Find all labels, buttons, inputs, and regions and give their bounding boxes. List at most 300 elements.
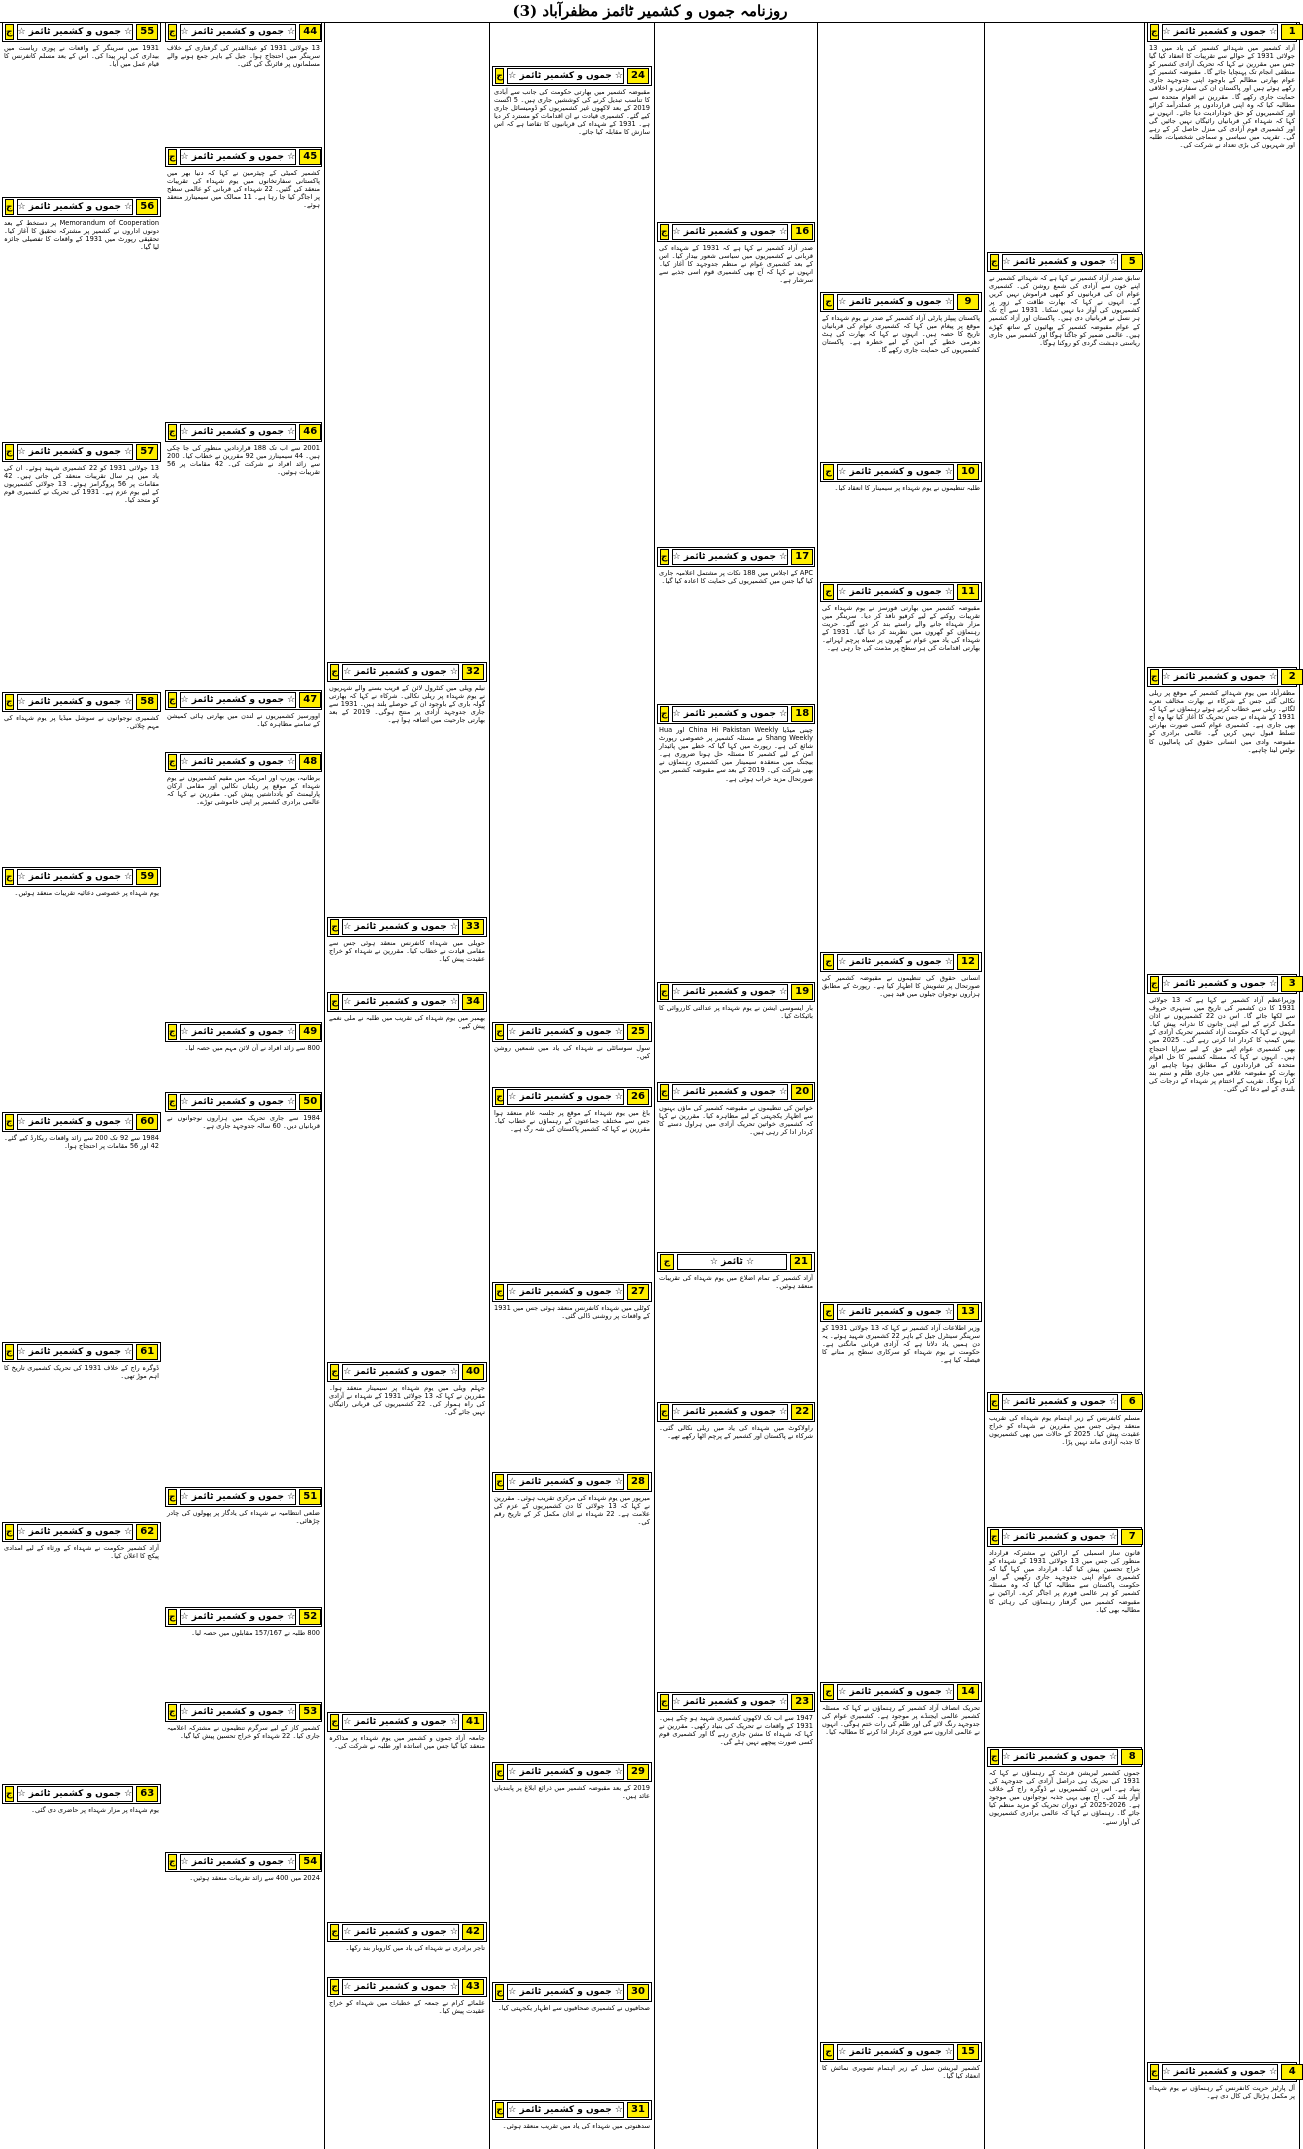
newspaper-logo-icon: ج — [5, 869, 14, 885]
news-item-number: 29 — [627, 1764, 649, 1780]
news-item — [987, 1392, 1142, 1523]
news-item-number: 50 — [299, 1094, 321, 1110]
news-item-header — [2, 197, 161, 217]
newspaper-page — [0, 22, 1300, 2149]
news-item-label: ☆ جموں و کشمیر ٹائمز ☆ — [1162, 2064, 1279, 2080]
news-item-number: 42 — [462, 1924, 484, 1940]
news-item-header — [657, 1692, 815, 1712]
news-item — [492, 1022, 652, 1083]
news-item-text: کشمیر کمیٹی کے چیئرمین نے کہا کہ دنیا بھر میں پاکستانی سفارتخانوں میں یوم شہداء کی تقریبات منعقد کی گئیں۔ 22 شہداء کی قربانی کو عالمی سطح پر اجاگر کیا جا رہا ہے۔ 11 ممالک میں سیمینارز منعقد ہوئے۔ — [167, 169, 320, 210]
news-item — [165, 422, 322, 686]
news-item-header — [492, 1282, 652, 1302]
news-item-number: 56 — [136, 199, 158, 215]
newspaper-logo-icon: ج — [495, 68, 504, 84]
newspaper-logo-icon: ج — [495, 1284, 504, 1300]
news-item-text: آزاد کشمیر حکومت نے شہداء کے ورثاء کے لیے امدادی پیکج کا اعلان کیا۔ — [4, 1544, 159, 1561]
news-item-label: ☆ جموں و کشمیر ٹائمز ☆ — [342, 994, 459, 1010]
news-item-number: 26 — [627, 1089, 649, 1105]
news-item-label: ☆ جموں و کشمیر ٹائمز ☆ — [507, 1764, 624, 1780]
news-item-text: تاجر برادری نے شہداء کی یاد میں کاروبار بند رکھا۔ — [345, 1944, 485, 1952]
news-item-number: 6 — [1121, 1394, 1143, 1410]
news-item-header — [492, 1762, 652, 1782]
newspaper-logo-icon: ج — [823, 294, 834, 310]
news-item — [165, 22, 322, 143]
news-item — [327, 1712, 487, 1918]
news-item-label: ☆ جموں و کشمیر ٹائمز ☆ — [17, 1786, 134, 1802]
news-item-text: بار ایسوسی ایشن نے یوم شہداء پر عدالتی کارروائی کا بائیکاٹ کیا۔ — [659, 1004, 813, 1021]
news-column — [163, 22, 325, 2149]
news-item-header — [327, 917, 487, 937]
news-item-text: برطانیہ، یورپ اور امریکہ میں مقیم کشمیریوں نے یوم شہداء کے موقع پر ریلیاں نکالیں اور مقامی ارکان پارلیمنٹ کو یادداشتیں پیش کیں۔ مقررین نے کہا کہ عالمی برادری کشمیر پر اپنی خاموشی توڑے۔ — [167, 774, 320, 807]
news-item-header — [327, 1712, 487, 1732]
news-item-text: 1984 سے جاری تحریک میں ہزاروں نوجوانوں نے قربانیاں دیں۔ 60 سالہ جدوجہد جاری ہے۔ — [167, 1114, 320, 1131]
news-item-text: مظفرآباد میں یوم شہدائے کشمیر کے موقع پر ریلی نکالی گئی جس کے شرکاء نے بھارت مخالف نعرے لگائے۔ ریلی سے خطاب کرتے ہوئے رہنماؤں نے کہا کہ 1931 کے شہداء نے جس تحریک کا آغاز کیا تھا وہ آج بھی جاری ہے۔ کشمیری عوام کسی صورت بھارتی تسلط قبول نہیں کریں گے۔ عالمی برادری کو مقبوضہ وادی میں انسانی حقوق کی پامالیوں کا نوٹس لینا چاہیے۔ — [1149, 689, 1295, 754]
news-item-text: چینی میڈیا China Hi Pakistan Weekly اور Hua Shang Weekly نے مسئلہ کشمیر پر خصوصی رپورٹ شائع کی ہے۔ رپورٹ میں کہا گیا کہ خطے میں پائیدار امن کے لیے کشمیر کا مسئلہ حل ہونا ضروری ہے۔ بیجنگ میں منعقدہ سیمینار میں کشمیری رہنماؤں نے بھی شرکت کی۔ 2019 کے بعد سے مقبوضہ کشمیر میں صورتحال مزید خراب ہوئی ہے۔ — [659, 726, 813, 783]
news-item-number: 14 — [957, 1684, 979, 1700]
news-item-label: ☆ جموں و کشمیر ٹائمز ☆ — [837, 464, 954, 480]
news-item-header — [165, 1607, 322, 1627]
news-item — [657, 1692, 815, 2147]
news-item-label: ☆ جموں و کشمیر ٹائمز ☆ — [1002, 1529, 1119, 1545]
news-item-label: ☆ جموں و کشمیر ٹائمز ☆ — [180, 1854, 297, 1870]
news-item — [327, 662, 487, 913]
news-item-header — [657, 1252, 815, 1272]
news-item-text: کشمیر لبریشن سیل کے زیر اہتمام تصویری نمائش کا انعقاد کیا گیا۔ — [822, 2064, 980, 2081]
news-item-number: 61 — [136, 1344, 158, 1360]
news-item-text: کشمیر کاز کے لیے سرگرم تنظیموں نے مشترکہ اعلامیہ جاری کیا۔ 22 شہداء کو خراج تحسین پیش کیا گیا۔ — [167, 1724, 320, 1741]
news-item — [820, 582, 982, 948]
news-item-text: 800 سے زائد افراد نے آن لائن مہم میں حصہ لیا۔ — [184, 1044, 320, 1052]
news-item — [492, 1982, 652, 2096]
news-item-number: 8 — [1121, 1749, 1143, 1765]
news-item-header — [1147, 667, 1297, 687]
news-item-label: ☆ جموں و کشمیر ٹائمز ☆ — [180, 424, 297, 440]
news-item — [987, 1747, 1142, 2147]
newspaper-logo-icon: ج — [5, 1114, 14, 1130]
newspaper-logo-icon: ج — [1150, 24, 1159, 40]
news-item-header — [327, 1922, 487, 1942]
news-item-text: آزاد کشمیر میں شہدائے کشمیر کی یاد میں 13 جولائی 1931 کے حوالے سے تقریبات کا انعقاد کیا گیا جس میں مقررین نے کہا کہ تحریک آزادی کشمیر کو منطقی انجام تک پہنچایا جائے گا۔ مقبوضہ کشمیر کے عوام بھارتی مظالم کے باوجود اپنی جدوجہد جاری رکھے ہوئے ہیں اور پاکستان ان کی سفارتی و اخلاقی حمایت جاری رکھے گا۔ مقررین نے اقوام متحدہ سے مطالبہ کیا کہ وہ اپنی قراردادوں پر عملدرآمد کرائے اور کشمیریوں کو حق خودارادیت دیا جائے۔ انہوں نے کہا کہ شہداء کی قربانیاں رائیگاں نہیں جائیں گی اور کشمیری قوم آزادی کی منزل حاصل کر کے رہے گی۔ تقریب میں سیاسی و سماجی شخصیات، طلبہ اور شہریوں کی بڑی تعداد نے شرکت کی۔ — [1149, 44, 1295, 150]
news-item-text: جموں کشمیر لبریشن فرنٹ کے رہنماؤں نے کہا کہ 1931 کی تحریک ہی دراصل آزادی کی جدوجہد کی بنیاد ہے۔ اس دن کشمیریوں نے ڈوگرہ راج کے خلاف آواز بلند کی۔ آج بھی یہی جذبہ نوجوانوں میں موجود ہے۔ 2026-2025 کے دوران تحریک کو مزید منظم کیا جائے گا۔ رہنماؤں نے کہا کہ عالمی برادری کشمیریوں کی آواز سنے۔ — [989, 1769, 1141, 1826]
news-item-label: ☆ جموں و کشمیر ٹائمز ☆ — [1162, 24, 1279, 40]
news-item — [987, 252, 1142, 1388]
newspaper-logo-icon: ج — [168, 1489, 177, 1505]
news-item-header — [2, 1112, 161, 1132]
news-item-text: مقبوضہ کشمیر میں بھارتی حکومت کی جانب سے آبادی کا تناسب تبدیل کرنے کی کوششیں جاری ہیں۔ 5 اگست 2019 کے بعد لاکھوں غیر کشمیریوں کو ڈومیسائل جاری کیے گئے۔ کشمیری قیادت نے ان اقدامات کو مسترد کر دیا ہے۔ 1931 کے شہداء کی قربانیوں کا تقاضا ہے کہ اس سازش کا مقابلہ کیا جائے۔ — [494, 88, 651, 137]
news-item-label: ☆ جموں و کشمیر ٹائمز ☆ — [17, 24, 134, 40]
newspaper-logo-icon: ج — [168, 692, 177, 708]
newspaper-logo-icon: ج — [660, 706, 669, 722]
news-item-header — [820, 952, 982, 972]
news-item-number: 40 — [462, 1364, 484, 1380]
news-item-header — [492, 1982, 652, 2002]
news-item — [165, 1607, 322, 1698]
news-item-label: ☆ جموں و کشمیر ٹائمز ☆ — [507, 1024, 624, 1040]
news-item-label: ☆ جموں و کشمیر ٹائمز ☆ — [672, 1084, 789, 1100]
news-item-label: ☆ جموں و کشمیر ٹائمز ☆ — [1002, 254, 1119, 270]
news-item-label: ☆ جموں و کشمیر ٹائمز ☆ — [17, 869, 134, 885]
news-item-label: ☆ جموں و کشمیر ٹائمز ☆ — [17, 1524, 134, 1540]
news-item-text: 1984 سے 92 تک 200 سے زائد واقعات ریکارڈ کیے گئے۔ 42 اور 56 مقامات پر احتجاج ہوا۔ — [4, 1134, 159, 1151]
newspaper-logo-icon: ج — [168, 1094, 177, 1110]
news-item-label: ☆ جموں و کشمیر ٹائمز ☆ — [180, 1094, 297, 1110]
news-item-label: ☆ جموں و کشمیر ٹائمز ☆ — [1002, 1749, 1119, 1765]
news-item-number: 9 — [957, 294, 979, 310]
news-item-number: 5 — [1121, 254, 1143, 270]
news-item-number: 30 — [627, 1984, 649, 2000]
news-item-label: ☆ جموں و کشمیر ٹائمز ☆ — [507, 1089, 624, 1105]
newspaper-masthead: روزنامہ جموں و کشمیر ٹائمز مظفرآباد (3) — [0, 0, 1300, 23]
news-item-number: 11 — [957, 584, 979, 600]
news-item-number: 22 — [791, 1404, 813, 1420]
news-item — [987, 1527, 1142, 1743]
news-item-number: 53 — [299, 1704, 321, 1720]
news-item-number: 12 — [957, 954, 979, 970]
newspaper-logo-icon: ج — [330, 1364, 339, 1380]
newspaper-logo-icon: ج — [660, 1254, 674, 1270]
news-item-text: وزیر اطلاعات آزاد کشمیر نے کہا کہ 13 جولائی 1931 کو سرینگر سینٹرل جیل کے باہر 22 کشمیری شہید ہوئے۔ یہ دن ہمیں یاد دلاتا ہے کہ آزادی قربانی مانگتی ہے۔ حکومت نے یوم شہداء کو سرکاری سطح پر منانے کا فیصلہ کیا ہے۔ — [822, 1324, 980, 1365]
news-item-header — [492, 66, 652, 86]
news-item — [2, 1112, 161, 1338]
news-item-header — [820, 1682, 982, 1702]
news-item — [820, 462, 982, 578]
newspaper-logo-icon: ج — [495, 1764, 504, 1780]
news-item — [165, 1702, 322, 1848]
news-item — [2, 1784, 161, 2147]
news-item-number: 20 — [791, 1084, 813, 1100]
news-column — [655, 22, 818, 2149]
news-item — [820, 2042, 982, 2147]
news-item — [492, 1762, 652, 1978]
news-item-text: یوم شہداء پر خصوصی دعائیہ تقریبات منعقد ہوئیں۔ — [14, 889, 159, 897]
newspaper-logo-icon: ج — [823, 584, 834, 600]
news-item-label: ☆ جموں و کشمیر ٹائمز ☆ — [342, 1924, 459, 1940]
news-item — [657, 1402, 815, 1688]
newspaper-logo-icon: ج — [495, 1024, 504, 1040]
news-item-label: ☆ جموں و کشمیر ٹائمز ☆ — [507, 68, 624, 84]
news-item-number: 34 — [462, 994, 484, 1010]
news-item-number: 59 — [136, 869, 158, 885]
news-item — [327, 917, 487, 988]
news-item-label: ☆ جموں و کشمیر ٹائمز ☆ — [17, 444, 134, 460]
news-item-label: ☆ جموں و کشمیر ٹائمز ☆ — [180, 754, 297, 770]
news-item-number: 49 — [299, 1024, 321, 1040]
news-item-label: ☆ جموں و کشمیر ٹائمز ☆ — [672, 984, 789, 1000]
newspaper-logo-icon: ج — [330, 1714, 339, 1730]
news-item — [492, 1282, 652, 1468]
newspaper-logo-icon: ج — [495, 2102, 504, 2118]
news-item-label: ☆ ٹائمز ☆ — [677, 1254, 787, 1270]
news-item-text: سابق صدر آزاد کشمیر نے کہا ہے کہ شہدائے کشمیر نے اپنے خون سے آزادی کی شمع روشن کی۔ کشمیری عوام ان کی قربانیوں کو کبھی فراموش نہیں کریں گے۔ انہوں نے کہا کہ بھارت طاقت کے زور پر کشمیریوں کی آواز دبا نہیں سکتا۔ 1931 سے آج تک ہر نسل نے قربانیاں دی ہیں۔ پاکستان اور آزاد کشمیر کے عوام مقبوضہ کشمیر کے بھائیوں کے ساتھ کھڑے ہیں۔ عالمی ضمیر کو جاگنا ہوگا اور کشمیر میں جاری ریاستی دہشت گردی کو روکنا ہوگا۔ — [989, 274, 1140, 347]
news-item-header — [327, 1977, 487, 1997]
news-item-number: 28 — [627, 1474, 649, 1490]
news-item — [657, 1252, 815, 1398]
news-column — [985, 22, 1145, 2149]
news-item-text: اوورسیز کشمیریوں نے لندن میں بھارتی ہائی کمیشن کے سامنے مظاہرہ کیا۔ — [167, 712, 320, 729]
news-item-label: ☆ جموں و کشمیر ٹائمز ☆ — [837, 1304, 954, 1320]
newspaper-logo-icon: ج — [168, 149, 177, 165]
news-item-text: 13 جولائی 1931 کو عبدالقدیر کی گرفتاری کے خلاف سرینگر میں احتجاج ہوا۔ جیل کے باہر جمع ہونے والے مسلمانوں پر فائرنگ کی گئی۔ — [167, 44, 320, 69]
news-item-number: 18 — [791, 706, 813, 722]
news-item-label: ☆ جموں و کشمیر ٹائمز ☆ — [17, 199, 134, 215]
news-item — [2, 1522, 161, 1780]
news-item-header — [165, 752, 322, 772]
newspaper-logo-icon: ج — [5, 444, 14, 460]
news-item-text: قانون ساز اسمبلی کے اراکین نے مشترکہ قرارداد منظور کی جس میں 13 جولائی 1931 کے شہداء کو خراج تحسین پیش کیا گیا۔ قرارداد میں کہا گیا کہ کشمیری عوام اپنی جدوجہد جاری رکھیں گے اور حکومت پاکستان سے مطالبہ کیا گیا کہ وہ مسئلہ کشمیر کو ہر عالمی فورم پر اجاگر کرے۔ اراکین نے مقبوضہ کشمیر میں گرفتار رہنماؤں کی رہائی کا مطالبہ بھی کیا۔ — [989, 1549, 1140, 1614]
news-item-text: 1931 میں سرینگر کے واقعات نے پوری ریاست میں بیداری کی لہر پیدا کی۔ اس کے بعد مسلم کانفرنس کا قیام عمل میں آیا۔ — [4, 44, 159, 69]
news-item — [327, 992, 487, 1358]
news-item-header — [987, 252, 1142, 272]
news-item-label: ☆ جموں و کشمیر ٹائمز ☆ — [672, 224, 789, 240]
newspaper-logo-icon: ج — [495, 1089, 504, 1105]
news-item — [492, 1472, 652, 1758]
news-item-header — [657, 982, 815, 1002]
news-item-number: 45 — [299, 149, 321, 165]
news-item-number: 44 — [299, 24, 321, 40]
news-item — [492, 2100, 652, 2147]
news-item-number: 4 — [1281, 2064, 1303, 2080]
newspaper-logo-icon: ج — [1150, 976, 1159, 992]
news-item-text: 13 جولائی 1931 کو 22 کشمیری شہید ہوئے۔ ان کی یاد میں ہر سال تقریبات منعقد کی جاتی ہیں۔ 42 مقامات پر 56 پروگرامز ہوئے۔ 13 جولائی کشمیریوں کے لیے یوم عزم ہے۔ 1931 کی تحریک نے کشمیری قوم کو متحد کیا۔ — [4, 464, 159, 505]
news-item-header — [657, 1402, 815, 1422]
news-item — [1147, 974, 1297, 2058]
news-item-number: 23 — [791, 1694, 813, 1710]
news-item-header — [2, 22, 161, 42]
news-item — [165, 147, 322, 418]
news-item-label: ☆ جموں و کشمیر ٹائمز ☆ — [837, 294, 954, 310]
news-item-label: ☆ جموں و کشمیر ٹائمز ☆ — [672, 1694, 789, 1710]
news-item-text: علمائے کرام نے جمعہ کے خطبات میں شہداء کو خراج عقیدت پیش کیا۔ — [329, 1999, 485, 2016]
news-item — [2, 442, 161, 688]
news-item-number: 3 — [1281, 976, 1303, 992]
news-item-header — [987, 1392, 1142, 1412]
news-item-header — [820, 2042, 982, 2062]
news-item-number: 24 — [627, 68, 649, 84]
news-item-text: طلبہ تنظیموں نے یوم شہداء پر سیمینار کا انعقاد کیا۔ — [834, 484, 980, 492]
news-item-text: حویلی میں شہداء کانفرنس منعقد ہوئی جس سے مقامی قیادت نے خطاب کیا۔ مقررین نے شہداء کو خراج عقیدت پیش کیا۔ — [329, 939, 485, 964]
news-item-label: ☆ جموں و کشمیر ٹائمز ☆ — [507, 1474, 624, 1490]
news-item-label: ☆ جموں و کشمیر ٹائمز ☆ — [180, 149, 297, 165]
news-item-header — [165, 1022, 322, 1042]
news-item-text: بھمبر میں یوم شہداء کی تقریب میں طلبہ نے ملی نغمے پیش کیے۔ — [329, 1014, 485, 1031]
news-item-header — [820, 1302, 982, 1322]
news-item-header — [657, 1082, 815, 1102]
news-item-header — [987, 1527, 1142, 1547]
news-item-label: ☆ جموں و کشمیر ٹائمز ☆ — [180, 24, 297, 40]
news-item-number: 17 — [791, 549, 813, 565]
news-item-number: 63 — [136, 1786, 158, 1802]
newspaper-logo-icon: ج — [1150, 2064, 1159, 2080]
news-item-number: 19 — [791, 984, 813, 1000]
news-item-label: ☆ جموں و کشمیر ٹائمز ☆ — [1002, 1394, 1119, 1410]
news-item-text: Memorandum of Cooperation پر دستخط کے بعد دونوں اداروں نے کشمیر پر مشترکہ تحقیق کا آغاز کیا۔ تحقیقی رپورٹ میں 1931 کے واقعات کا تفصیلی جائزہ لیا گیا۔ — [4, 219, 159, 252]
news-item — [820, 1682, 982, 2038]
news-item-label: ☆ جموں و کشمیر ٹائمز ☆ — [180, 692, 297, 708]
news-item-text: ضلعی انتظامیہ نے شہداء کی یادگار پر پھولوں کی چادر چڑھائی۔ — [167, 1509, 320, 1526]
newspaper-logo-icon: ج — [990, 1749, 999, 1765]
news-item-header — [165, 690, 322, 710]
news-item-header — [2, 442, 161, 462]
newspaper-logo-icon: ج — [330, 919, 339, 935]
newspaper-logo-icon: ج — [5, 199, 14, 215]
news-item-header — [820, 582, 982, 602]
news-item-label: ☆ جموں و کشمیر ٹائمز ☆ — [672, 706, 789, 722]
news-item-label: ☆ جموں و کشمیر ٹائمز ☆ — [672, 549, 789, 565]
news-item — [820, 1302, 982, 1678]
news-item-header — [165, 147, 322, 167]
news-item-header — [165, 22, 322, 42]
news-item-number: 54 — [299, 1854, 321, 1870]
news-item-header — [2, 1522, 161, 1542]
newspaper-logo-icon: ج — [823, 1304, 834, 1320]
news-item — [492, 1087, 652, 1278]
news-item-text: باغ میں یوم شہداء کے موقع پر جلسہ عام منعقد ہوا جس سے مختلف جماعتوں کے رہنماؤں نے خطاب کیا۔ مقررین نے کہا کہ کشمیر پاکستان کی شہ رگ ہے۔ — [494, 1109, 650, 1134]
news-item-text: مسلم کانفرنس کے زیر اہتمام یوم شہداء کی تقریب منعقد ہوئی جس میں مقررین نے شہداء کو خراج عقیدت پیش کیا۔ 2025 کے حالات میں بھی کشمیریوں کا جذبہ آزادی ماند نہیں پڑا۔ — [989, 1414, 1141, 1447]
newspaper-logo-icon: ج — [5, 694, 14, 710]
newspaper-logo-icon: ج — [168, 1024, 177, 1040]
news-item-number: 52 — [299, 1609, 321, 1625]
news-item-text: 2019 کے بعد مقبوضہ کشمیر میں ذرائع ابلاغ پر پابندیاں عائد ہیں۔ — [494, 1784, 650, 1801]
newspaper-logo-icon: ج — [660, 1084, 669, 1100]
news-item-text: آل پارٹیز حریت کانفرنس کے رہنماؤں نے یوم شہداء پر مکمل ہڑتال کی کال دی ہے۔ — [1149, 2084, 1295, 2101]
newspaper-logo-icon: ج — [330, 1924, 339, 1940]
news-item-number: 48 — [299, 754, 321, 770]
news-item — [2, 867, 161, 1108]
news-item — [327, 1362, 487, 1708]
news-item-number: 58 — [136, 694, 158, 710]
news-item — [657, 547, 815, 700]
news-item-label: ☆ جموں و کشمیر ٹائمز ☆ — [180, 1609, 297, 1625]
news-item-header — [2, 1784, 161, 1804]
news-item-header — [820, 462, 982, 482]
news-item-header — [165, 1702, 322, 1722]
news-item-text: جہلم ویلی میں یوم شہداء پر سیمینار منعقد ہوا۔ مقررین نے کہا کہ 13 جولائی 1931 کے شہداء نے آزادی کی راہ ہموار کی۔ 22 کشمیریوں کی قربانی رائیگاں نہیں جائے گی۔ — [329, 1384, 485, 1417]
news-item-label: ☆ جموں و کشمیر ٹائمز ☆ — [507, 2102, 624, 2118]
news-item-number: 60 — [136, 1114, 158, 1130]
news-item — [657, 1082, 815, 1248]
news-item-label: ☆ جموں و کشمیر ٹائمز ☆ — [507, 1984, 624, 2000]
news-item — [165, 1022, 322, 1088]
news-item-label: ☆ جموں و کشمیر ٹائمز ☆ — [342, 1979, 459, 1995]
news-item-text: 1947 سے اب تک لاکھوں کشمیری شہید ہو چکے ہیں۔ 1931 کے واقعات نے تحریک کی بنیاد رکھی۔ مقررین نے کہا کہ شہداء کا مشن جاری رہے گا اور کشمیری قوم کسی صورت پیچھے نہیں ہٹے گی۔ — [659, 1714, 813, 1747]
news-item-number: 41 — [462, 1714, 484, 1730]
newspaper-logo-icon: ج — [660, 984, 669, 1000]
news-item-text: آزاد کشمیر کے تمام اضلاع میں یوم شہداء کی تقریبات منعقد ہوئیں۔ — [659, 1274, 813, 1291]
news-item — [2, 22, 161, 193]
news-item-text: 800 طلبہ نے 157/167 مقابلوں میں حصہ لیا۔ — [191, 1629, 320, 1637]
news-item — [657, 982, 815, 1078]
news-item-number: 16 — [791, 224, 813, 240]
news-item-header — [820, 292, 982, 312]
newspaper-logo-icon: ج — [330, 664, 339, 680]
news-item — [820, 292, 982, 458]
news-item — [165, 690, 322, 748]
newspaper-logo-icon: ج — [168, 1704, 177, 1720]
news-item — [165, 1487, 322, 1603]
news-item-label: ☆ جموں و کشمیر ٹائمز ☆ — [180, 1024, 297, 1040]
news-item-text: ڈوگرہ راج کے خلاف 1931 کی تحریک کشمیری تاریخ کا اہم موڑ تھی۔ — [4, 1364, 159, 1381]
news-column — [490, 22, 655, 2149]
news-item — [492, 66, 652, 1018]
newspaper-logo-icon: ج — [5, 1344, 14, 1360]
news-item — [820, 952, 982, 1298]
news-item-header — [1147, 22, 1297, 42]
newspaper-logo-icon: ج — [330, 994, 339, 1010]
news-item-text: سدھنوتی میں شہداء کی یاد میں تقریب منعقد ہوئی۔ — [502, 2122, 650, 2130]
news-item-header — [492, 2100, 652, 2120]
news-item-text: انسانی حقوق کی تنظیموں نے مقبوضہ کشمیر کی صورتحال پر تشویش کا اظہار کیا ہے۔ رپورٹ کے مطابق ہزاروں نوجوان جیلوں میں قید ہیں۔ — [822, 974, 980, 999]
newspaper-logo-icon: ج — [495, 1474, 504, 1490]
newspaper-logo-icon: ج — [1150, 669, 1159, 685]
newspaper-logo-icon: ج — [495, 1984, 504, 2000]
newspaper-logo-icon: ج — [990, 1529, 999, 1545]
news-item — [1147, 2062, 1297, 2147]
news-item-header — [2, 1342, 161, 1362]
news-item-text: APC کے اجلاس میں 188 نکات پر مشتمل اعلامیہ جاری کیا گیا جس میں کشمیریوں کی حمایت کا اعادہ کیا گیا۔ — [659, 569, 813, 586]
news-item-header — [165, 1487, 322, 1507]
news-item-number: 31 — [627, 2102, 649, 2118]
news-item-text: راولاکوٹ میں شہداء کی یاد میں ریلی نکالی گئی۔ شرکاء نے پاکستان اور کشمیر کے پرچم اٹھا رکھے تھے۔ — [659, 1424, 813, 1441]
news-item — [2, 197, 161, 438]
newspaper-logo-icon: ج — [660, 1404, 669, 1420]
news-item-label: ☆ جموں و کشمیر ٹائمز ☆ — [180, 1489, 297, 1505]
news-item-text: 2001 سے اب تک 188 قراردادیں منظور کی جا چکی ہیں۔ 44 سیمینارز میں 92 مقررین نے خطاب کیا۔ 200 سے زائد افراد نے شرکت کی۔ 42 مقامات پر 56 تقریبات ہوئیں۔ — [167, 444, 320, 477]
newspaper-logo-icon: ج — [168, 1609, 177, 1625]
news-item-label: ☆ جموں و کشمیر ٹائمز ☆ — [507, 1284, 624, 1300]
news-item-number: 27 — [627, 1284, 649, 1300]
newspaper-logo-icon: ج — [660, 549, 669, 565]
newspaper-logo-icon: ج — [660, 1694, 669, 1710]
news-item-header — [1147, 974, 1297, 994]
news-item — [1147, 667, 1297, 970]
news-item-number: 33 — [462, 919, 484, 935]
news-item-label: ☆ جموں و کشمیر ٹائمز ☆ — [180, 1704, 297, 1720]
news-item-text: تحریک انصاف آزاد کشمیر کے رہنماؤں نے کہا کہ مسئلہ کشمیر عالمی ایجنڈے پر موجود ہے۔ کشمیری عوام کی جدوجہد رنگ لائے گی اور ظلم کی رات ختم ہوگی۔ انہوں نے عالمی اداروں سے فوری کردار ادا کرنے کا مطالبہ کیا۔ — [822, 1704, 980, 1737]
news-item-number: 7 — [1121, 1529, 1143, 1545]
news-item-text: صحافیوں نے کشمیری صحافیوں سے اظہار یکجہتی کیا۔ — [497, 2004, 650, 2012]
newspaper-logo-icon: ج — [823, 2044, 834, 2060]
news-item-number: 15 — [957, 2044, 979, 2060]
news-item-text: خواتین کی تنظیموں نے مقبوضہ کشمیر کی ماؤں بہنوں سے اظہار یکجہتی کے لیے مظاہرہ کیا۔ مقررین نے کہا کہ کشمیری خواتین تحریک آزادی میں ہراول دستے کا کردار ادا کر رہی ہیں۔ — [659, 1104, 813, 1137]
news-item-label: ☆ جموں و کشمیر ٹائمز ☆ — [17, 694, 134, 710]
news-item-label: ☆ جموں و کشمیر ٹائمز ☆ — [342, 664, 459, 680]
news-item — [165, 1852, 322, 2147]
news-item — [165, 1092, 322, 1483]
newspaper-logo-icon: ج — [990, 1394, 999, 1410]
news-item-header — [492, 1022, 652, 1042]
news-item-label: ☆ جموں و کشمیر ٹائمز ☆ — [1162, 669, 1279, 685]
news-item-header — [327, 1362, 487, 1382]
news-item-label: ☆ جموں و کشمیر ٹائمز ☆ — [837, 2044, 954, 2060]
news-item-number: 21 — [790, 1254, 812, 1270]
news-item-number: 1 — [1281, 24, 1303, 40]
news-item — [327, 1922, 487, 1973]
news-item-label: ☆ جموں و کشمیر ٹائمز ☆ — [342, 919, 459, 935]
news-item-text: کوٹلی میں شہداء کانفرنس منعقد ہوئی جس میں 1931 کے واقعات پر روشنی ڈالی گئی۔ — [494, 1304, 650, 1321]
news-column — [1145, 22, 1300, 2149]
newspaper-logo-icon: ج — [168, 1854, 177, 1870]
news-item-label: ☆ جموں و کشمیر ٹائمز ☆ — [837, 954, 954, 970]
news-item-header — [1147, 2062, 1297, 2082]
news-column — [325, 22, 490, 2149]
news-item — [165, 752, 322, 1018]
news-item-header — [987, 1747, 1142, 1767]
news-item — [657, 222, 815, 543]
news-item-number: 47 — [299, 692, 321, 708]
news-item-text: سول سوسائٹی نے شہداء کی یاد میں شمعیں روشن کیں۔ — [494, 1044, 650, 1061]
newspaper-logo-icon: ج — [823, 954, 834, 970]
newspaper-logo-icon: ج — [5, 24, 14, 40]
